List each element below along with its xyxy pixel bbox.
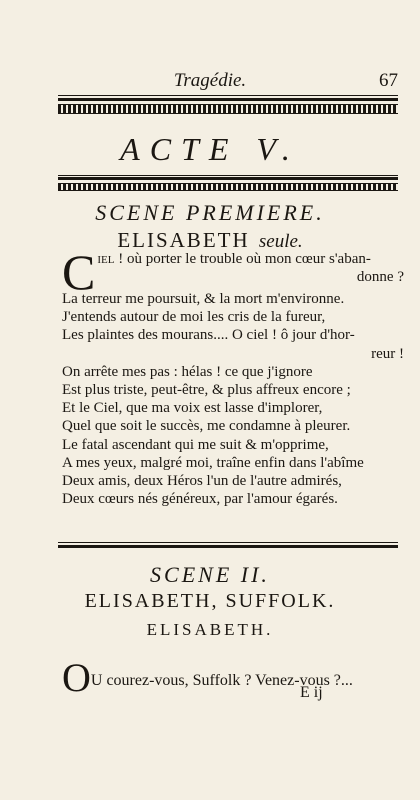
verse-line: Deux cœurs nés généreux, par l'amour égarés. (62, 491, 338, 508)
act-ornament-band (58, 183, 398, 191)
scene-characters: ELISABETH, SUFFOLK. (84, 590, 336, 612)
verse-line: Quel que soit le succès, me condamne à pleurer. (62, 418, 351, 435)
stage-direction: seule. (258, 231, 303, 252)
drop-cap: O (62, 655, 91, 700)
verse-line: Les plaintes des mourans.... O ciel ! ô jour d'hor- (62, 327, 355, 344)
scene-title: SCENE PREMIERE. (95, 200, 325, 225)
header-ornament-band (58, 104, 398, 114)
verse-line: La terreur me poursuit, & la mort m'environne. (62, 291, 345, 307)
first-line-text: ! où porter le trouble où mon cœur s'aban- (114, 251, 371, 267)
verse-line: J'entends autour de moi les cris de la fureur, (62, 309, 326, 326)
verse-line: reur ! (371, 345, 404, 362)
verse-block (62, 244, 412, 508)
speaker-name: ELISABETH. (146, 620, 274, 639)
running-head (0, 68, 420, 94)
act-title: ACTE V. (120, 131, 300, 167)
verse-line: A mes yeux, malgré moi, traîne enfin dans l'abîme (62, 454, 364, 471)
scene-rule (58, 542, 398, 548)
verse-line: Le fatal ascendant qui me suit & m'opprime, (62, 436, 329, 453)
signature-mark: E ij (300, 684, 323, 701)
verse-line: Est plus triste, peut-être, & plus affreux encore ; (62, 382, 351, 399)
verse-line: donne ? (356, 269, 404, 286)
verse-line: Et le Ciel, que ma voix est lasse d'implorer, (62, 400, 323, 417)
page-number: 67 (379, 70, 398, 91)
character-names: ELISABETH (117, 228, 250, 252)
verse-line (62, 654, 412, 701)
line-text: U courez-vous, Suffolk ? Venez-vous ?... (90, 672, 353, 689)
verse-line: Deux amis, deux Héros l'un de l'autre admirés, (62, 473, 342, 490)
running-title: Tragédie. (173, 70, 247, 91)
verse-line: On arrête mes pas : hélas ! ce que j'ignore (62, 363, 313, 380)
act-rule (58, 175, 398, 180)
first-word-rest: iel (97, 251, 115, 267)
drop-cap: C (62, 244, 96, 300)
header-rule (58, 95, 398, 101)
scene-title: SCENE II. (150, 562, 270, 587)
